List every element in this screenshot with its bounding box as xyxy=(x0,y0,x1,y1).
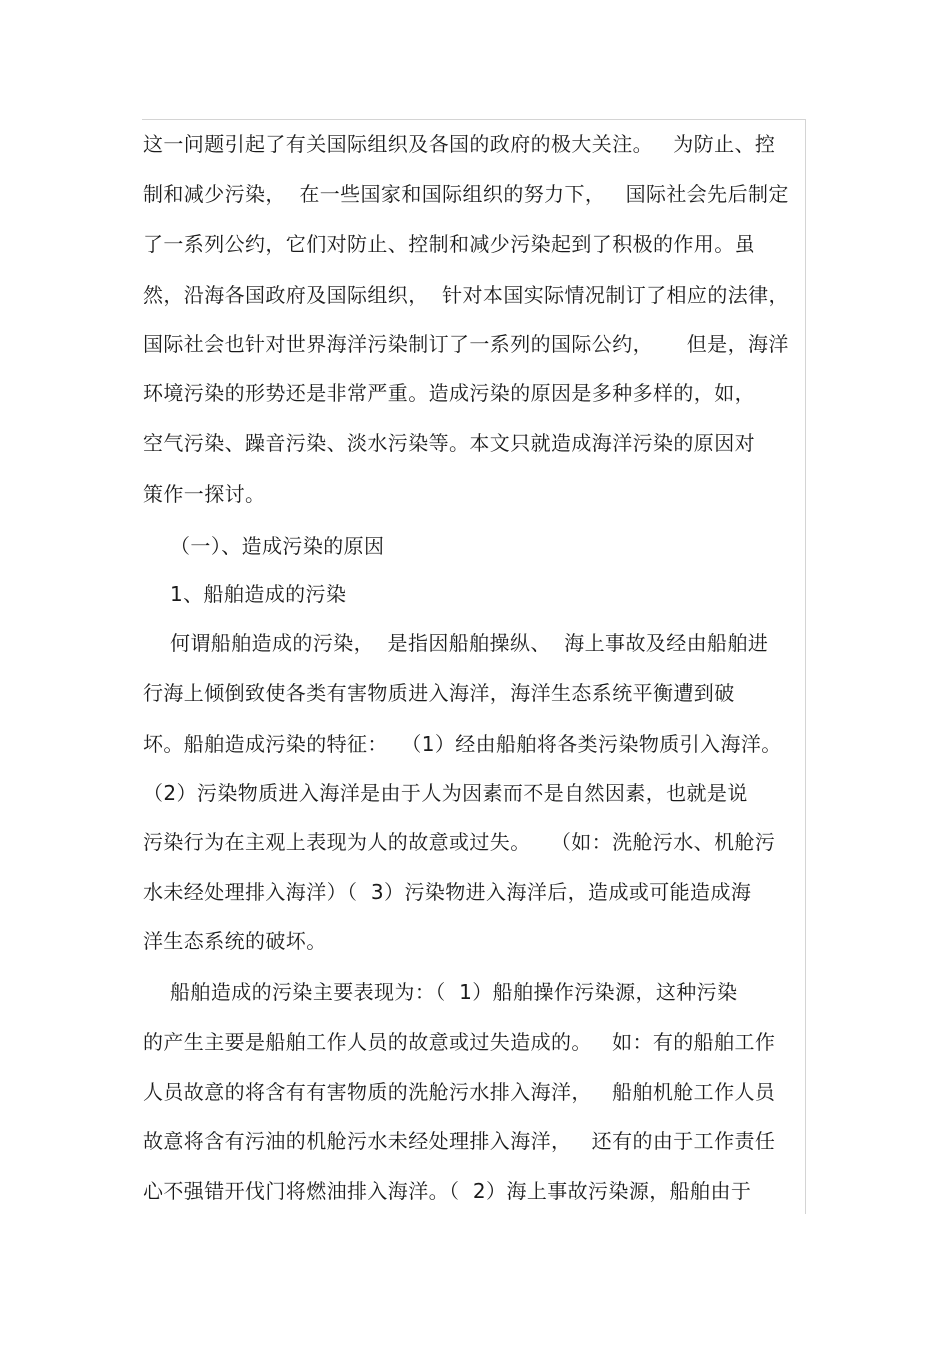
text-line: 的产生主要是船舶工作人员的故意或过失造成的。 如：有的船舶工作 xyxy=(143,1030,776,1054)
text-line: 行海上倾倒致使各类有害物质进入海洋，海洋生态系统平衡遭到破 xyxy=(143,681,735,705)
text-line: 心不强错开伐门将燃油排入海洋。（ 2）海上事故污染源，船舶由于 xyxy=(143,1179,752,1203)
text-line: 环境污染的形势还是非常严重。造成污染的原因是多种多样的，如， xyxy=(143,381,755,405)
text-line: 水未经处理排入海洋）（ 3）污染物进入海洋后，造成或可能造成海 xyxy=(143,880,752,904)
text-line: 何谓船舶造成的污染， 是指因船舶操纵、 海上事故及经由船舶进 xyxy=(143,631,769,655)
text-line: 策作一探讨。 xyxy=(143,482,266,506)
section-heading: （一）、造成污染的原因 xyxy=(143,534,385,558)
text-line: 然，沿海各国政府及国际组织， 针对本国实际情况制订了相应的法律， xyxy=(143,283,789,307)
text-line: 洋生态系统的破坏。 xyxy=(143,929,327,953)
page-border-right xyxy=(805,119,806,1214)
text-line: 人员故意的将含有有害物质的洗舱污水排入海洋， 船舶机舱工作人员 xyxy=(143,1080,776,1104)
text-line: 船舶造成的污染主要表现为：（ 1）船舶操作污染源，这种污染 xyxy=(143,980,738,1004)
text-line: （2）污染物质进入海洋是由于人为因素而不是自然因素，也就是说 xyxy=(143,781,748,805)
text-line: 故意将含有污油的机舱污水未经处理排入海洋， 还有的由于工作责任 xyxy=(143,1129,776,1153)
subsection-heading: 1、船舶造成的污染 xyxy=(143,582,347,606)
text-line: 空气污染、躁音污染、淡水污染等。本文只就造成海洋污染的原因对 xyxy=(143,431,755,455)
text-line: 这一问题引起了有关国际组织及各国的政府的极大关注。 为防止、控 xyxy=(143,132,776,156)
text-line: 制和减少污染， 在一些国家和国际组织的努力下， 国际社会先后制定 xyxy=(143,182,789,206)
page-border-top xyxy=(142,119,806,120)
text-line: 坏。船舶造成污染的特征： （1）经由船舶将各类污染物质引入海洋。 xyxy=(143,732,782,756)
text-line: 了一系列公约，它们对防止、控制和减少污染起到了积极的作用。虽 xyxy=(143,232,755,256)
text-line: 国际社会也针对世界海洋污染制订了一系列的国际公约， 但是，海洋 xyxy=(143,332,789,356)
text-line: 污染行为在主观上表现为人的故意或过失。 （如：洗舱污水、机舱污 xyxy=(143,830,776,854)
